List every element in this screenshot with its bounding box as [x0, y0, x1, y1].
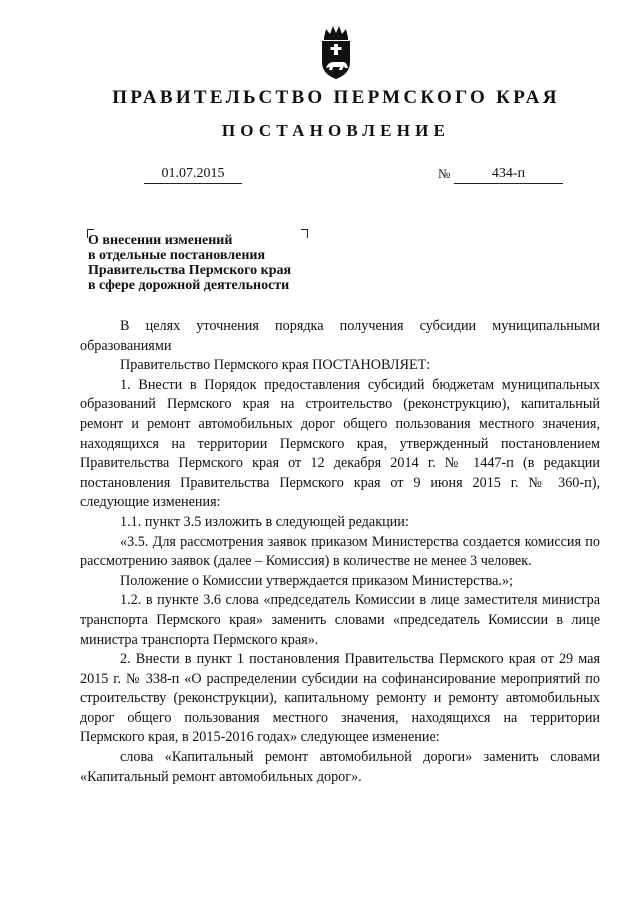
document-number: 434-п [454, 166, 563, 184]
perm-krai-coat-of-arms-icon [316, 24, 356, 80]
number-label: № [438, 166, 451, 181]
government-title: ПРАВИТЕЛЬСТВО ПЕРМСКОГО КРАЯ [112, 87, 560, 108]
body-paragraph: «3.5. Для рассмотрения заявок приказом Министерства создается комиссия по рассмотрению заявок (далее – Комиссия) в количестве не менее 3 человек. [80, 533, 600, 570]
body-paragraph: Положение о Комиссии утверждается приказом Министерства.»; [120, 572, 513, 589]
subject-line: О внесении изменений [88, 233, 233, 248]
subject-line: Правительства Пермского края [88, 263, 292, 278]
document-date: 01.07.2015 [144, 166, 242, 184]
subject-line: в отдельные постановления [88, 248, 266, 263]
document-type-title: ПОСТАНОВЛЕНИЕ [221, 121, 451, 140]
body-paragraph: 1.2. в пункте 3.6 слова «председатель Комиссии в лице заместителя министра транспорта Пермского края» заменить словами «председатель Комиссии в лице министра транспорта Пермского края». [80, 592, 600, 648]
body-paragraph: 1. Внести в Порядок предоставления субсидий бюджетам муниципальных образований Пермского края на строительство (реконструкцию), капитальный ремонт и ремонт автомобильных дорог общего пользования местного значения, находящихся на территории Пермского края, утвержденный постановлением Правительства Пермского края от 12 декабря 2014 г. № 1447-п (в редакции постановления Правительства Пермского края от 9 июня 2015 г. № 360-п), следующие изменения: [80, 376, 600, 511]
body-paragraph: слова «Капитальный ремонт автомобильной дороги» заменить словами «Капитальный ремонт автомобильных дорог». [80, 749, 600, 785]
body-paragraph: В целях уточнения порядка получения субсидии муниципальными образованиями [80, 318, 600, 354]
body-paragraph: 1.1. пункт 3.5 изложить в следующей редакции: [120, 513, 409, 530]
subject-line: в сфере дорожной деятельности [88, 278, 290, 293]
body-paragraph: Правительство Пермского края ПОСТАНОВЛЯЕТ: [120, 357, 431, 374]
subject-block [88, 233, 328, 293]
body-paragraph: 2. Внести в пункт 1 постановления Правительства Пермского края от 29 мая 2015 г. № 338-п «О распределении субсидии на софинансирование мероприятий по строительству (реконструкции), капитальному ремонту и ремонту автомобильных дорог общего пользования местного значения, находящихся на территории Пермского края, в 2015-2016 годах» следующее изменение: [80, 651, 600, 746]
document-body [80, 317, 600, 787]
